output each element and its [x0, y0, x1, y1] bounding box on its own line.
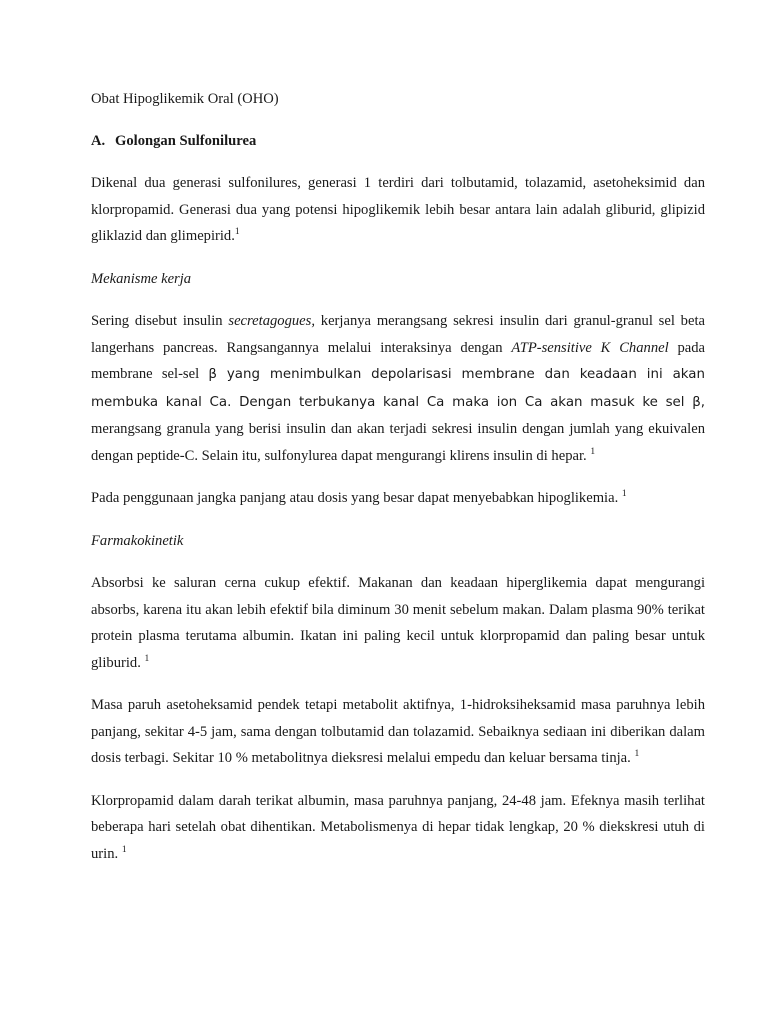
paragraph-text: Klorpropamid dalam darah terikat albumin, masa paruhnya panjang, 24-48 jam. Efeknya masih terlihat beberapa hari setelah obat dihentikan. Metabolismenya di hepar tidak lengkap, 20 % diekskresi utuh di urin. — [91, 792, 705, 862]
paragraph-text: kerjanya merangsang sekresi insulin dari granul-granul sel beta langerhans pancreas. Rangsangannya melalui interaksinya dengan — [91, 313, 705, 356]
document-body — [91, 86, 705, 883]
paragraph-text: pada membrane sel-sel — [91, 339, 706, 382]
paragraph-text: Absorbsi ke saluran cerna cukup efektif. Makanan dan keadaan hiperglikemia dapat mengurangi absorbs, karena itu akan lebih efektif bila diminum 30 menit sebelum makan. Dalam plasma 90% terikat protein plasma terutama albumin. Ikatan ini paling kecil untuk klorpropamid dan paling besar untuk gliburid. — [91, 575, 705, 671]
italic-term: ATP-sensitive K Channel — [511, 339, 669, 356]
paragraph-text: Masa paruh asetoheksamid pendek tetapi metabolit aktifnya, 1-hidroksiheksamid masa paruhnya lebih panjang, sekitar 4-5 jam, sama dengan tolbutamid dan tolazamid. Sebaiknya sediaan ini diberikan dalam dosis terbagi. Sekitar 10 % metabolitnya dieksresi melalui empedu dan keluar bersama tinja. — [91, 697, 705, 766]
paragraph-mechanism — [91, 308, 705, 469]
reference-marker: 1 — [144, 653, 150, 664]
paragraph-half-life — [91, 692, 705, 772]
reference-marker: 1 — [234, 227, 240, 238]
reference-marker: 1 — [634, 749, 640, 760]
paragraph-text-sans: β yang menimbulkan depolarisasi membrane dan keadaan ini akan membuka kanal Ca. Dengan terbukanya kanal Ca maka ion Ca akan masuk ke sel β, — [91, 367, 705, 410]
document-title: Obat Hipoglikemik Oral (OHO) — [91, 91, 279, 107]
reference-marker: 1 — [621, 489, 627, 500]
paragraph-text: Dikenal dua generasi sulfonilures, generasi 1 terdiri dari tolbutamid, tolazamid, asetoheksimid dan klorpropamid. Generasi dua yang potensi hipoglikemik lebih besar antara lain adalah gliburid, glipizid gliklazid dan glimepirid. — [91, 175, 705, 244]
paragraph-chlorpropamide — [91, 788, 705, 868]
paragraph-text: Pada penggunaan jangka panjang atau dosis yang besar dapat menyebabkan hipoglikemia. — [91, 490, 622, 506]
paragraph-text: merangsang granula yang berisi insulin dan akan terjadi sekresi insulin dengan jumlah yang ekuivalen dengan peptide-C. Selain itu, sulfonylurea dapat mengurangi klirens insulin di hepar. — [91, 421, 705, 464]
paragraph-text: Sering disebut insulin — [91, 313, 229, 329]
subheading-pharmacokinetics: Farmakokinetik — [91, 532, 184, 549]
reference-marker: 1 — [590, 446, 596, 457]
paragraph-absorption — [91, 570, 705, 676]
italic-term: secretagogues, — [228, 313, 315, 329]
section-heading — [91, 128, 705, 154]
section-label: Golongan Sulfonilurea — [115, 133, 257, 149]
paragraph-generations — [91, 170, 705, 250]
paragraph-hypoglycemia — [91, 485, 705, 512]
reference-marker: 1 — [121, 844, 127, 855]
subheading-mechanism: Mekanisme kerja — [91, 270, 192, 287]
section-number: A. — [91, 133, 106, 149]
